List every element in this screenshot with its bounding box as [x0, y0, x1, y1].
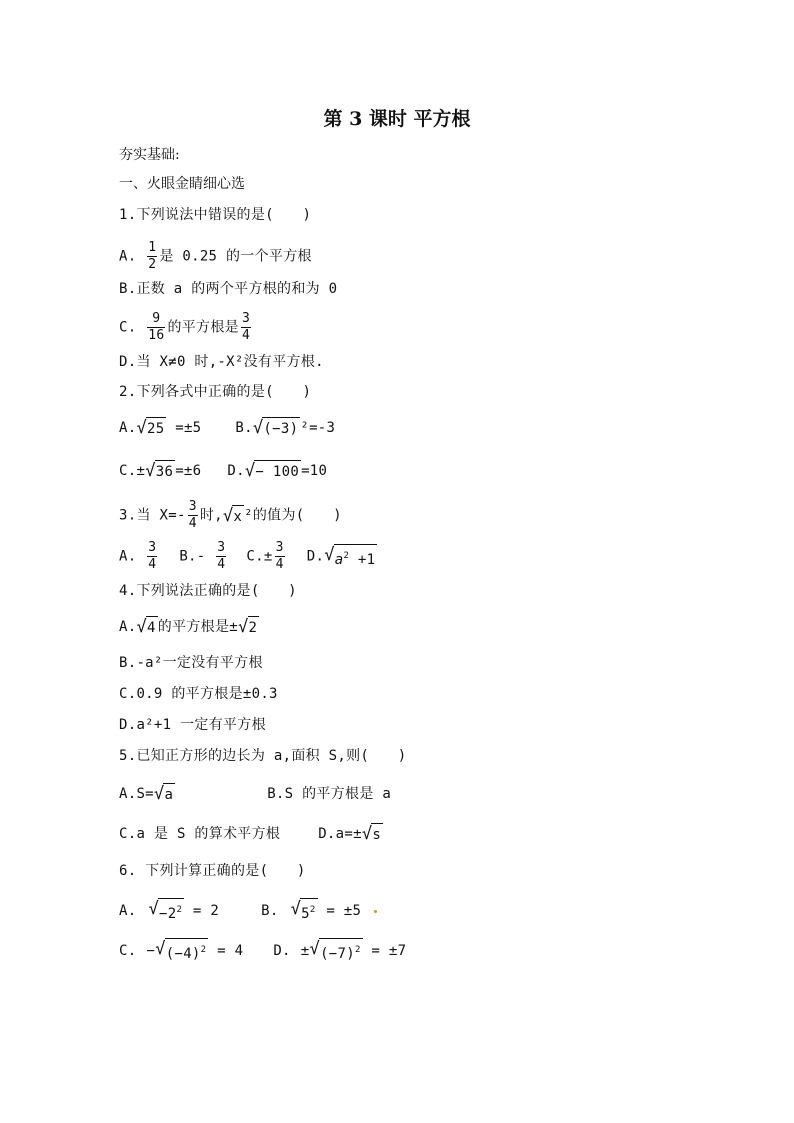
q5-options-cd: C.a 是 S 的算术平方根 D.a=± √ s [119, 824, 382, 844]
sqrt: √ $5^2$ [290, 899, 316, 922]
q4-option-c: C.0.9 的平方根是±0.3 [119, 686, 278, 702]
q3-options: A. $\frac{3}{4}$ B.- $\frac{3}{4}$ C.± $\frac{3}{4}$ D. √ $a^2 +1$ [119, 540, 376, 572]
fraction: $\frac{9}{16}$ [148, 311, 165, 343]
sqrt: √ $a^2 +1$ [324, 544, 376, 568]
q2-options-cd: C.± √ 36 =±6 D. √ − 100 =10 [119, 461, 328, 481]
q5-stem: 5.已知正方形的边长为 a,面积 S,则( ) [119, 748, 407, 764]
part-heading: 一、火眼金睛细心选 [119, 176, 245, 192]
sqrt: √ 4 [136, 617, 156, 637]
section-label: 夯实基础: [119, 147, 180, 163]
sqrt: √ $(-7)^2$ [309, 939, 361, 962]
sqrt: √ x [222, 505, 243, 526]
q1-option-a: A. $\frac{1}{2}$ 是 0.25 的一个平方根 [119, 240, 312, 272]
q1-stem: 1.下列说法中错误的是( ) [119, 207, 312, 223]
q6-stem: 6. 下列计算正确的是( ) [119, 863, 306, 879]
q6-options-cd: C. − √ $(-4)^2$ = 4 D. ± √ $(-7)^2$ = ±7 [119, 939, 407, 962]
sqrt: √ (−3) [252, 418, 299, 438]
sqrt: √ 36 [145, 461, 174, 481]
q4-option-d: D.a²+1 一定有平方根 [119, 717, 266, 733]
q2-options-ab: A. √ 25 =±5 B. √ (−3) ²=-3 [119, 418, 336, 438]
sqrt: √ − 100 [244, 461, 300, 481]
q1-option-c: C. $\frac{9}{16}$ 的平方根是 $\frac{3}{4}$ [119, 311, 251, 343]
q1-option-d: D.当 X≠0 时,-X²没有平方根. [119, 354, 324, 370]
q3-stem: 3.当 X=- $\frac{3}{4}$ 时, √ x ²的值为( ) [119, 499, 342, 531]
fraction: $\frac{3}{4}$ [275, 540, 284, 572]
sqrt: √ s [361, 824, 382, 844]
stray-dot [374, 910, 377, 913]
sqrt: √ $-2^2$ [148, 899, 183, 922]
q5-options-ab: A.S= √ a B.S 的平方根是 a [119, 784, 392, 804]
fraction: $\frac{3}{4}$ [148, 540, 157, 572]
q2-stem: 2.下列各式中正确的是( ) [119, 384, 312, 400]
q1-option-b: B.正数 a 的两个平方根的和为 0 [119, 281, 338, 297]
fraction: $\frac{3}{4}$ [188, 499, 197, 531]
sqrt: √ $(-4)^2$ [155, 939, 207, 962]
q4-option-b: B.-a²一定没有平方根 [119, 655, 263, 671]
q6-options-ab: A. √ $-2^2$ = 2 B. √ $5^2$ = ±5 [119, 899, 362, 922]
q4-stem: 4.下列说法正确的是( ) [119, 583, 297, 599]
fraction: $\frac{3}{4}$ [217, 540, 226, 572]
fraction: $\frac{3}{4}$ [241, 311, 251, 343]
fraction: $\frac{1}{2}$ [148, 240, 157, 272]
sqrt: √ 25 [136, 418, 165, 438]
sqrt: √ 2 [237, 617, 258, 637]
page-title: 第 3 课时 平方根 [323, 108, 471, 130]
sqrt: √ a [153, 784, 174, 804]
q4-option-a: A. √ 4 的平方根是± √ 2 [119, 617, 258, 637]
